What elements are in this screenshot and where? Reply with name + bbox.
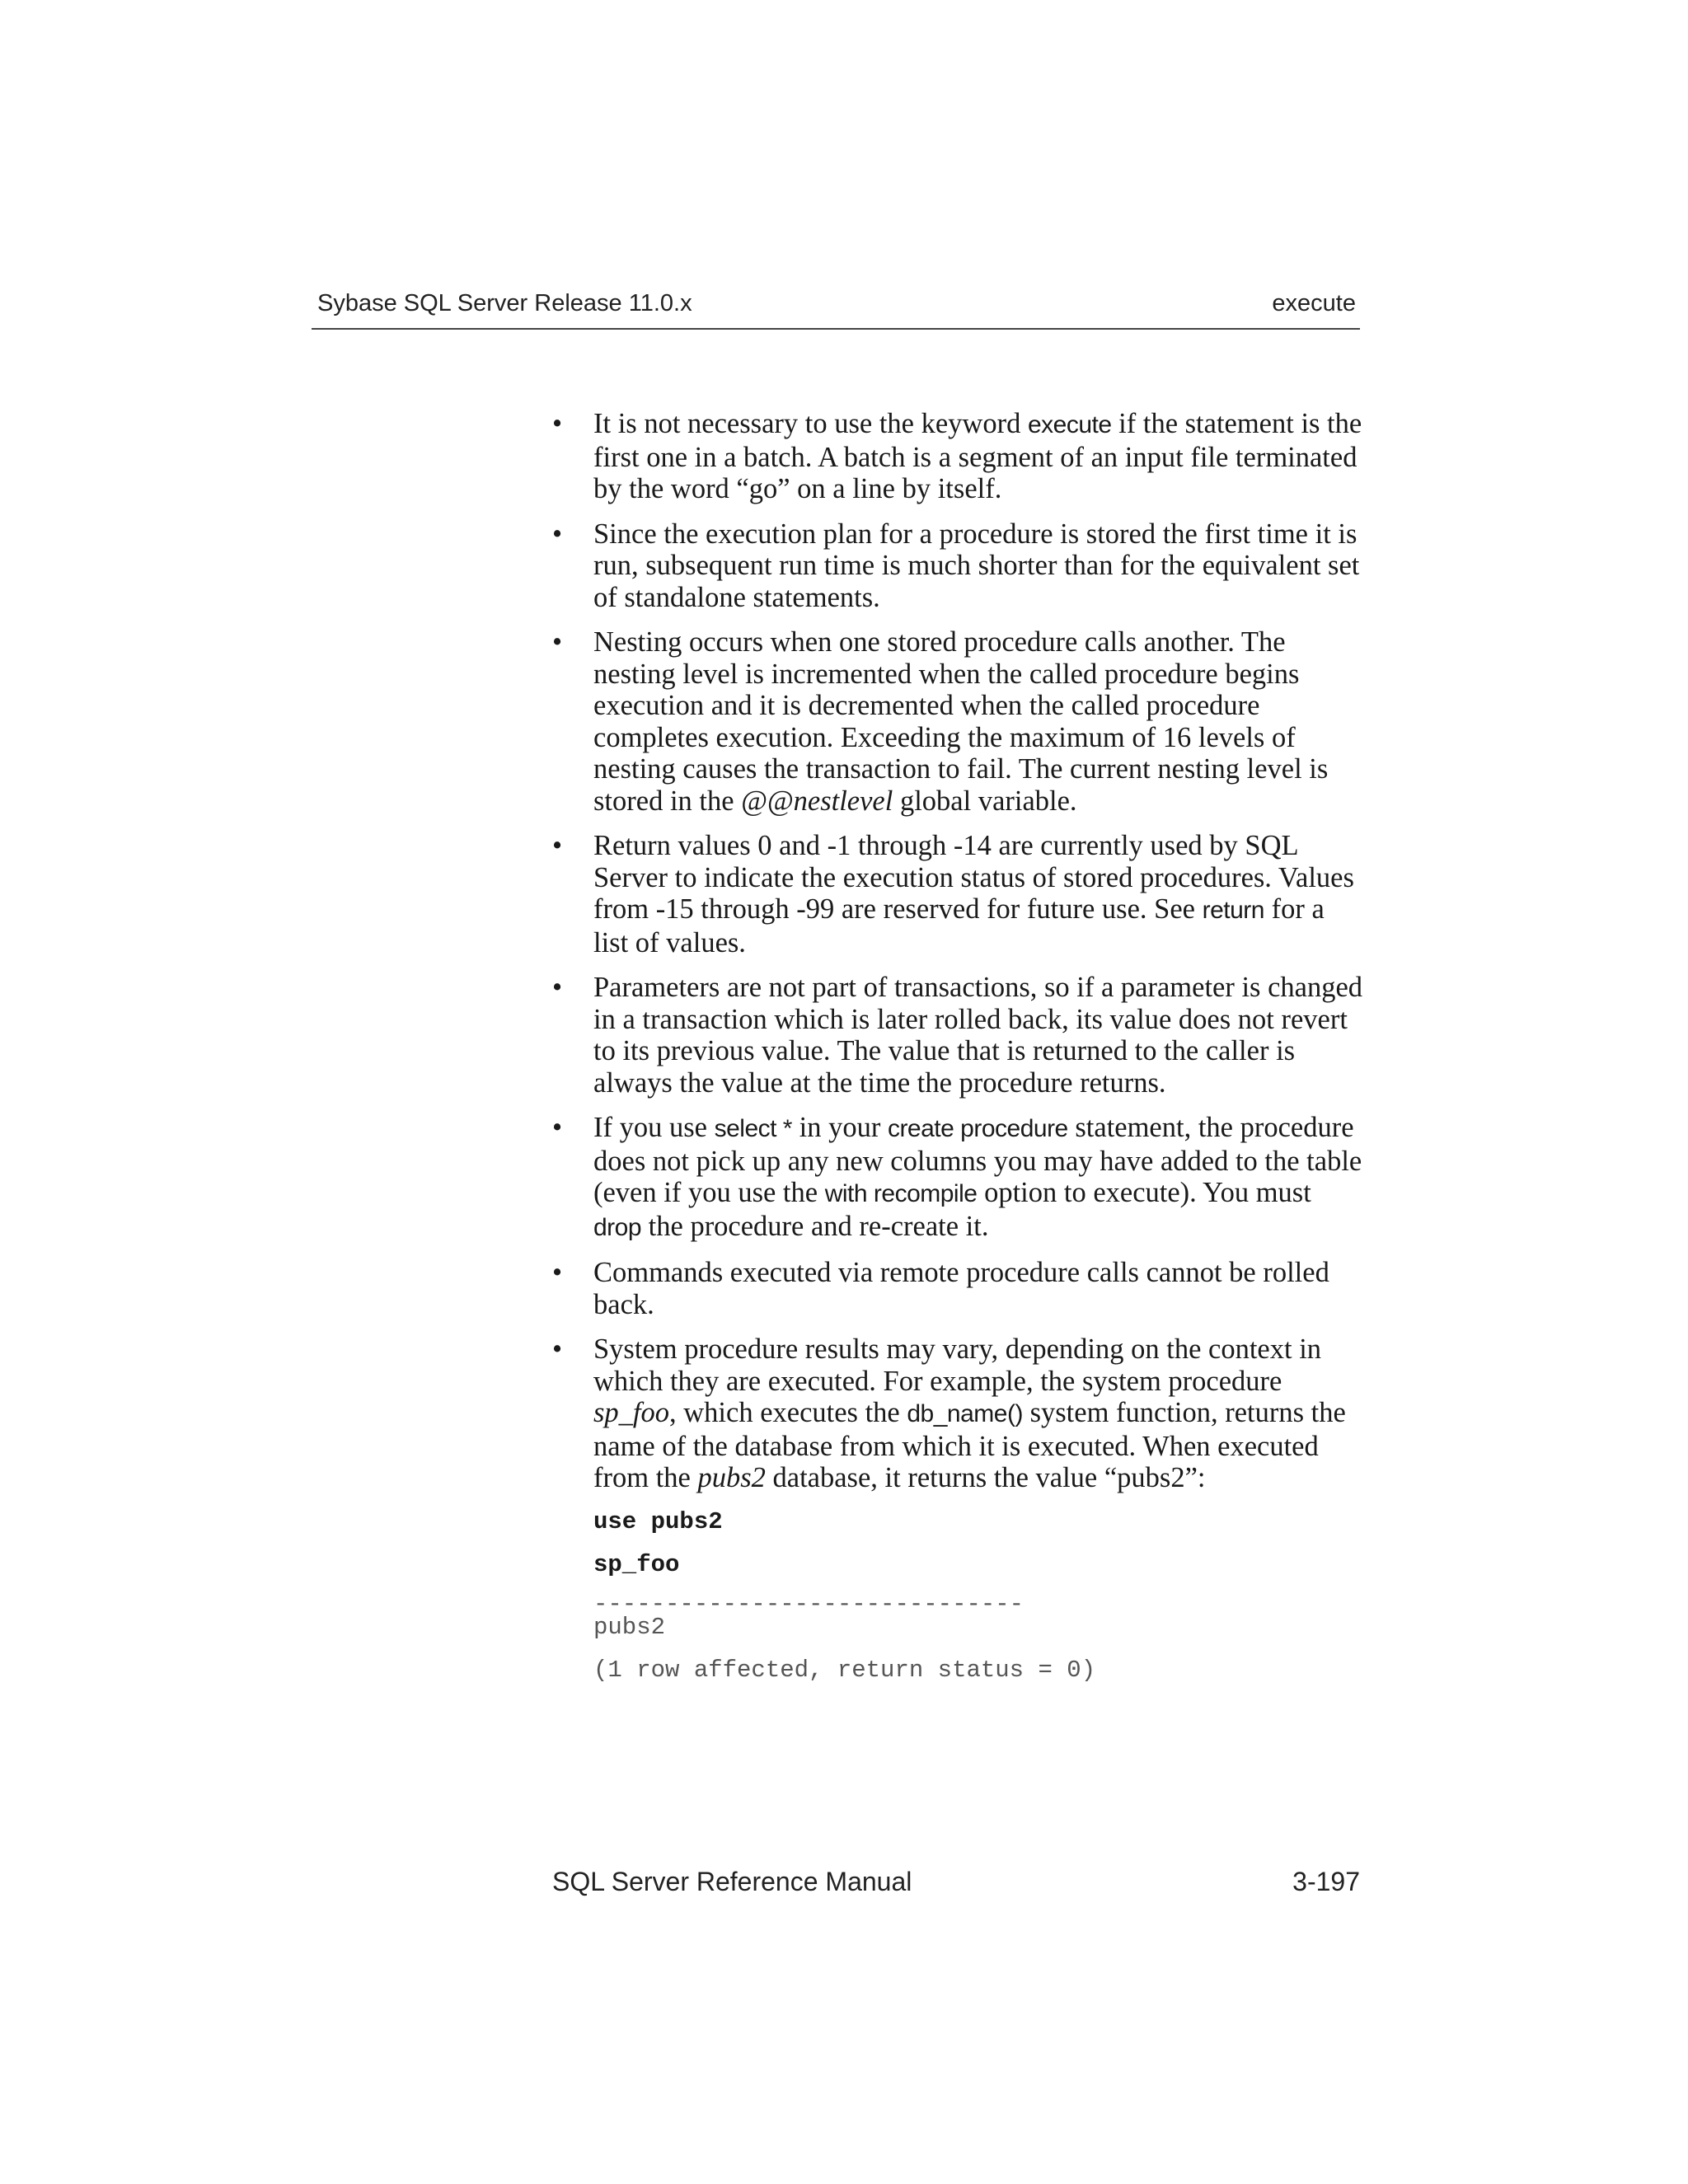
variable-nestlevel: @@nestlevel xyxy=(741,785,893,817)
bullet-icon: • xyxy=(552,1112,563,1143)
bullet-list xyxy=(552,408,1364,1494)
keyword-return: return xyxy=(1202,897,1264,924)
header-section-title: execute xyxy=(1272,290,1356,316)
footer-manual-title: SQL Server Reference Manual xyxy=(552,1867,912,1896)
item-text: If you use xyxy=(593,1112,715,1143)
header-product-title: Sybase SQL Server Release 11.0.x xyxy=(317,290,692,316)
item-text: System procedure results may vary, depending on the context in which they are executed. For example, the system procedure xyxy=(593,1333,1322,1397)
list-item xyxy=(552,626,1364,817)
keyword-db-name: db_name() xyxy=(907,1400,1023,1427)
header-rule xyxy=(312,328,1360,330)
item-text: Return values 0 and -1 through -14 are currently used by SQL Server to indicate the execution status of stored procedures. Values from -15 through -99 are reserved for future use. See xyxy=(593,830,1354,925)
item-text: the procedure and re-create it. xyxy=(641,1210,989,1242)
keyword-select-star: select * xyxy=(714,1115,792,1142)
item-text: if the statement is the first one in a batch. A batch is a segment of an input file terminated by the word “go” on a line by itself. xyxy=(593,408,1362,504)
bullet-icon: • xyxy=(552,1333,563,1365)
list-item xyxy=(552,408,1364,505)
item-text: system function, returns the name of the database from which it is executed. When executed from the xyxy=(593,1397,1346,1493)
item-text: Nesting occurs when one stored procedure calls another. The nesting level is incremented when the called procedure begins execution and it is decremented when the called procedure completes execution. Exceeding the maximum of 16 levels of nesting causes the transaction to fail. The current nesting level is stored in the xyxy=(593,626,1329,817)
bullet-icon: • xyxy=(552,626,563,658)
item-text: in your xyxy=(791,1112,888,1143)
item-text: statement, the procedure does not pick up any new columns you may have added to the table (even if you use the xyxy=(593,1112,1362,1208)
keyword-drop: drop xyxy=(593,1213,642,1241)
item-text: option to execute). You must xyxy=(977,1177,1311,1208)
list-item xyxy=(552,518,1364,614)
procedure-name-sp-foo: sp_foo xyxy=(593,1397,670,1428)
item-text: Parameters are not part of transactions, so if a parameter is changed in a transaction which is later rolled back, its value does not revert to its previous value. The value that is returned to the caller is always the value at the time the procedure returns. xyxy=(593,972,1363,1099)
bullet-icon: • xyxy=(552,972,563,1003)
code-example xyxy=(593,1507,1364,1685)
bullet-icon: • xyxy=(552,408,563,439)
list-item xyxy=(552,972,1364,1099)
bullet-icon: • xyxy=(552,830,563,861)
body-column xyxy=(552,408,1364,1685)
item-text: It is not necessary to use the keyword xyxy=(593,408,1028,439)
keyword-execute: execute xyxy=(1027,411,1112,438)
code-command: use pubs2 xyxy=(593,1507,723,1535)
item-text: global variable. xyxy=(893,785,1077,817)
code-command: sp_foo xyxy=(593,1550,680,1578)
item-text: database, it returns the value “pubs2”: xyxy=(765,1462,1206,1493)
code-output-separator: ------------------------------ xyxy=(593,1596,1025,1613)
item-text: , which executes the xyxy=(669,1397,907,1428)
list-item xyxy=(552,830,1364,958)
list-item xyxy=(552,1257,1364,1320)
item-text: Since the execution plan for a procedure is stored the first time it is run, subsequent run time is much shorter than for the equivalent set of standalone statements. xyxy=(593,518,1360,613)
database-name-pubs2: pubs2 xyxy=(697,1462,766,1493)
keyword-with-recompile: with recompile xyxy=(824,1180,978,1207)
bullet-icon: • xyxy=(552,518,563,550)
keyword-create-procedure: create procedure xyxy=(887,1115,1068,1142)
bullet-icon: • xyxy=(552,1257,563,1288)
running-header xyxy=(317,290,1356,328)
list-item xyxy=(552,1333,1364,1494)
item-text: Commands executed via remote procedure calls cannot be rolled back. xyxy=(593,1257,1329,1320)
page-number: 3-197 xyxy=(1292,1867,1360,1896)
list-item xyxy=(552,1112,1364,1244)
code-output-line: pubs2 xyxy=(593,1613,666,1641)
code-output-line: (1 row affected, return status = 0) xyxy=(593,1656,1096,1684)
item-text: for a list of values. xyxy=(593,893,1325,958)
